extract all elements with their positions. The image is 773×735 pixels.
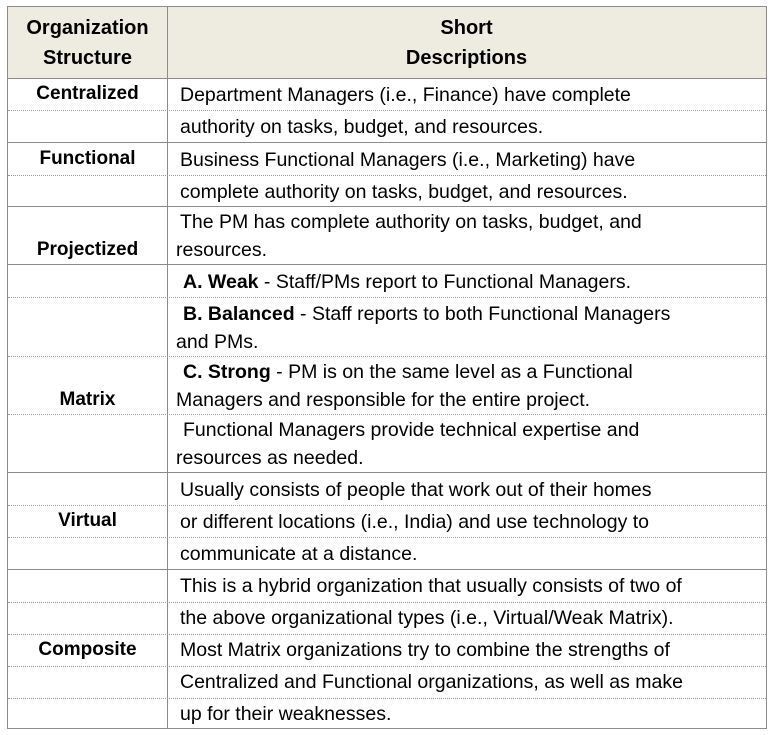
header-col2-line2: Descriptions <box>405 46 528 69</box>
row-separator <box>8 472 766 473</box>
line-separator <box>8 698 766 699</box>
matrix-weak-text: - Staff/PMs report to Functional Managers. <box>258 271 631 293</box>
line-separator <box>8 297 766 298</box>
projectized-line2: resources. <box>176 239 268 261</box>
line-separator <box>8 666 766 667</box>
matrix-balanced-term: B. Balanced <box>183 303 295 325</box>
header-col1-line1: Organization <box>26 16 149 39</box>
centralized-line2: authority on tasks, budget, and resources. <box>180 116 544 138</box>
centralized-line1: Department Managers (i.e., Finance) have complete <box>180 84 631 106</box>
line-separator <box>8 175 766 176</box>
composite-line5: up for their weaknesses. <box>180 703 392 725</box>
projectized-line1: The PM has complete authority on tasks, budget, and <box>180 211 642 233</box>
virtual-line2: or different locations (i.e., India) and use technology to <box>180 511 650 533</box>
line-separator <box>8 602 766 603</box>
header-col2-line1: Short <box>440 16 493 39</box>
matrix-strong-term: C. Strong <box>183 361 271 383</box>
header-organization-structure <box>8 7 167 78</box>
composite-line1: This is a hybrid organization that usually consists of two of <box>180 575 682 597</box>
functional-line2: complete authority on tasks, budget, and resources. <box>180 181 628 203</box>
header-short-descriptions <box>167 7 766 78</box>
matrix-note-line1: Functional Managers provide technical expertise and <box>183 419 640 441</box>
line-separator <box>8 356 766 357</box>
matrix-weak-term: A. Weak <box>183 271 259 293</box>
composite-line3: Most Matrix organizations try to combine the strengths of <box>180 639 670 661</box>
matrix-balanced-text: - Staff reports to both Functional Managers <box>294 303 671 325</box>
organization-structure-table <box>7 6 767 729</box>
virtual-line1: Usually consists of people that work out of their homes <box>180 479 652 501</box>
row-separator <box>8 569 766 570</box>
label-composite: Composite <box>38 639 137 660</box>
matrix-note-line2: resources as needed. <box>176 447 364 469</box>
label-centralized: Centralized <box>36 83 139 104</box>
table-header <box>8 7 766 79</box>
label-virtual: Virtual <box>58 510 117 531</box>
row-separator <box>8 206 766 207</box>
header-col1-line2: Structure <box>43 46 132 69</box>
matrix-strong-line2: Managers and responsible for the entire project. <box>176 389 591 411</box>
functional-line1: Business Functional Managers (i.e., Marketing) have <box>180 149 636 171</box>
composite-line2: the above organizational types (i.e., Virtual/Weak Matrix). <box>180 607 674 629</box>
matrix-weak-line <box>183 269 763 295</box>
matrix-balanced-line <box>183 301 763 327</box>
virtual-line3: communicate at a distance. <box>180 543 418 565</box>
composite-line4: Centralized and Functional organizations, as well as make <box>180 671 683 693</box>
line-separator <box>8 537 766 538</box>
matrix-strong-line <box>183 359 763 385</box>
matrix-balanced-line2: and PMs. <box>176 331 259 353</box>
column-divider <box>167 7 168 728</box>
matrix-strong-text: - PM is on the same level as a Functional <box>270 361 633 383</box>
label-projectized: Projectized <box>36 239 139 260</box>
line-separator <box>8 110 766 111</box>
label-functional: Functional <box>39 148 136 169</box>
label-matrix: Matrix <box>59 389 116 410</box>
